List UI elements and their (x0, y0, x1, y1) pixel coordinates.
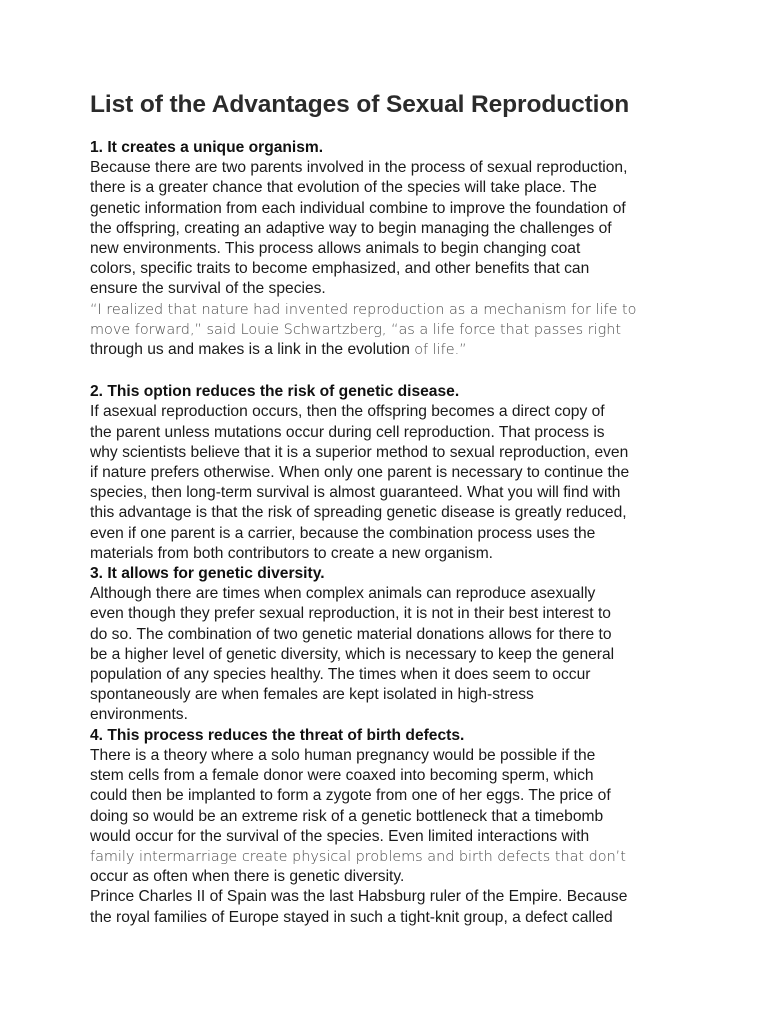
text-line: even though they prefer sexual reproduction, it is not in their best interest to (90, 605, 611, 623)
text-line: Although there are times when complex animals can reproduce asexually (90, 585, 596, 603)
text-line: Because there are two parents involved in the process of sexual reproduction, (90, 159, 628, 177)
text-line: materials from both contributors to create a new organism. (90, 544, 494, 562)
section-paragraph (90, 402, 690, 564)
section-3 (90, 564, 690, 726)
section-paragraph (90, 584, 690, 725)
text-line: occur as often when there is genetic diversity. (90, 868, 405, 886)
quote-line-start: through us and makes is a link in the evolution (90, 341, 415, 359)
text-line: ensure the survival of the species. (90, 280, 326, 298)
text-line: spontaneously are when females are kept isolated in high-stress (90, 686, 534, 704)
section-2 (90, 382, 690, 564)
section-heading: 2. This option reduces the risk of genetic disease. (90, 383, 460, 401)
text-line: do so. The combination of two genetic material donations allows for there to (90, 625, 612, 643)
text-line: the offspring, creating an adaptive way to begin managing the challenges of (90, 219, 612, 237)
page-title: List of the Advantages of Sexual Reproduction (90, 91, 630, 118)
section-paragraph (90, 746, 690, 928)
text-line: doing so would be an extreme risk of a genetic bottleneck that a timebomb (90, 807, 604, 825)
text-line: environments. (90, 706, 188, 724)
text-line: stem cells from a female donor were coaxed into becoming sperm, which (90, 767, 594, 785)
quote-block (90, 300, 690, 361)
text-line: If asexual reproduction occurs, then the offspring becomes a direct copy of (90, 403, 605, 421)
text-line: the royal families of Europe stayed in such a tight-knit group, a defect called (90, 908, 613, 926)
text-line: there is a greater chance that evolution of the species will take place. The (90, 179, 597, 197)
text-line: be a higher level of genetic diversity, which is necessary to keep the general (90, 645, 615, 663)
text-line: genetic information from each individual combine to improve the foundation of (90, 199, 626, 217)
text-line: would occur for the survival of the species. Even limited interactions with (90, 827, 590, 845)
quote-line-end: of life.” (414, 342, 467, 359)
document-body (90, 138, 690, 928)
text-line: Prince Charles II of Spain was the last Habsburg ruler of the Empire. Because (90, 888, 628, 906)
text-line: population of any species healthy. The times when it does seem to occur (90, 666, 591, 684)
text-line: the parent unless mutations occur during cell reproduction. That process is (90, 423, 605, 441)
section-4 (90, 726, 690, 928)
text-line: There is a theory where a solo human pregnancy would be possible if the (90, 746, 596, 764)
quote-line: “I realized that nature had invented reproduction as a mechanism for life to (90, 301, 637, 318)
text-line: species, then long-term survival is almost guaranteed. What you will find with (90, 484, 621, 502)
text-line: could then be implanted to form a zygote from one of her eggs. The price of (90, 787, 611, 805)
text-line: colors, specific traits to become emphasized, and other benefits that can (90, 260, 590, 278)
quote-line: family intermarriage create physical problems and birth defects that don’t (90, 848, 626, 865)
text-line: why scientists believe that it is a superior method to sexual reproduction, even (90, 443, 629, 461)
section-heading: 1. It creates a unique organism. (90, 139, 324, 156)
quote-line: move forward,” said Louie Schwartzberg, “as a life force that passes right (90, 321, 622, 338)
text-line: even if one parent is a carrier, because the combination process uses the (90, 524, 596, 542)
text-line: this advantage is that the risk of spreading genetic disease is greatly reduced, (90, 504, 627, 522)
text-line: if nature prefers otherwise. When only one parent is necessary to continue the (90, 464, 630, 482)
section-heading: 3. It allows for genetic diversity. (90, 565, 325, 583)
section-paragraph (90, 158, 690, 299)
section-1 (90, 138, 690, 360)
text-line: new environments. This process allows animals to begin changing coat (90, 240, 581, 258)
section-heading: 4. This process reduces the threat of birth defects. (90, 726, 465, 744)
